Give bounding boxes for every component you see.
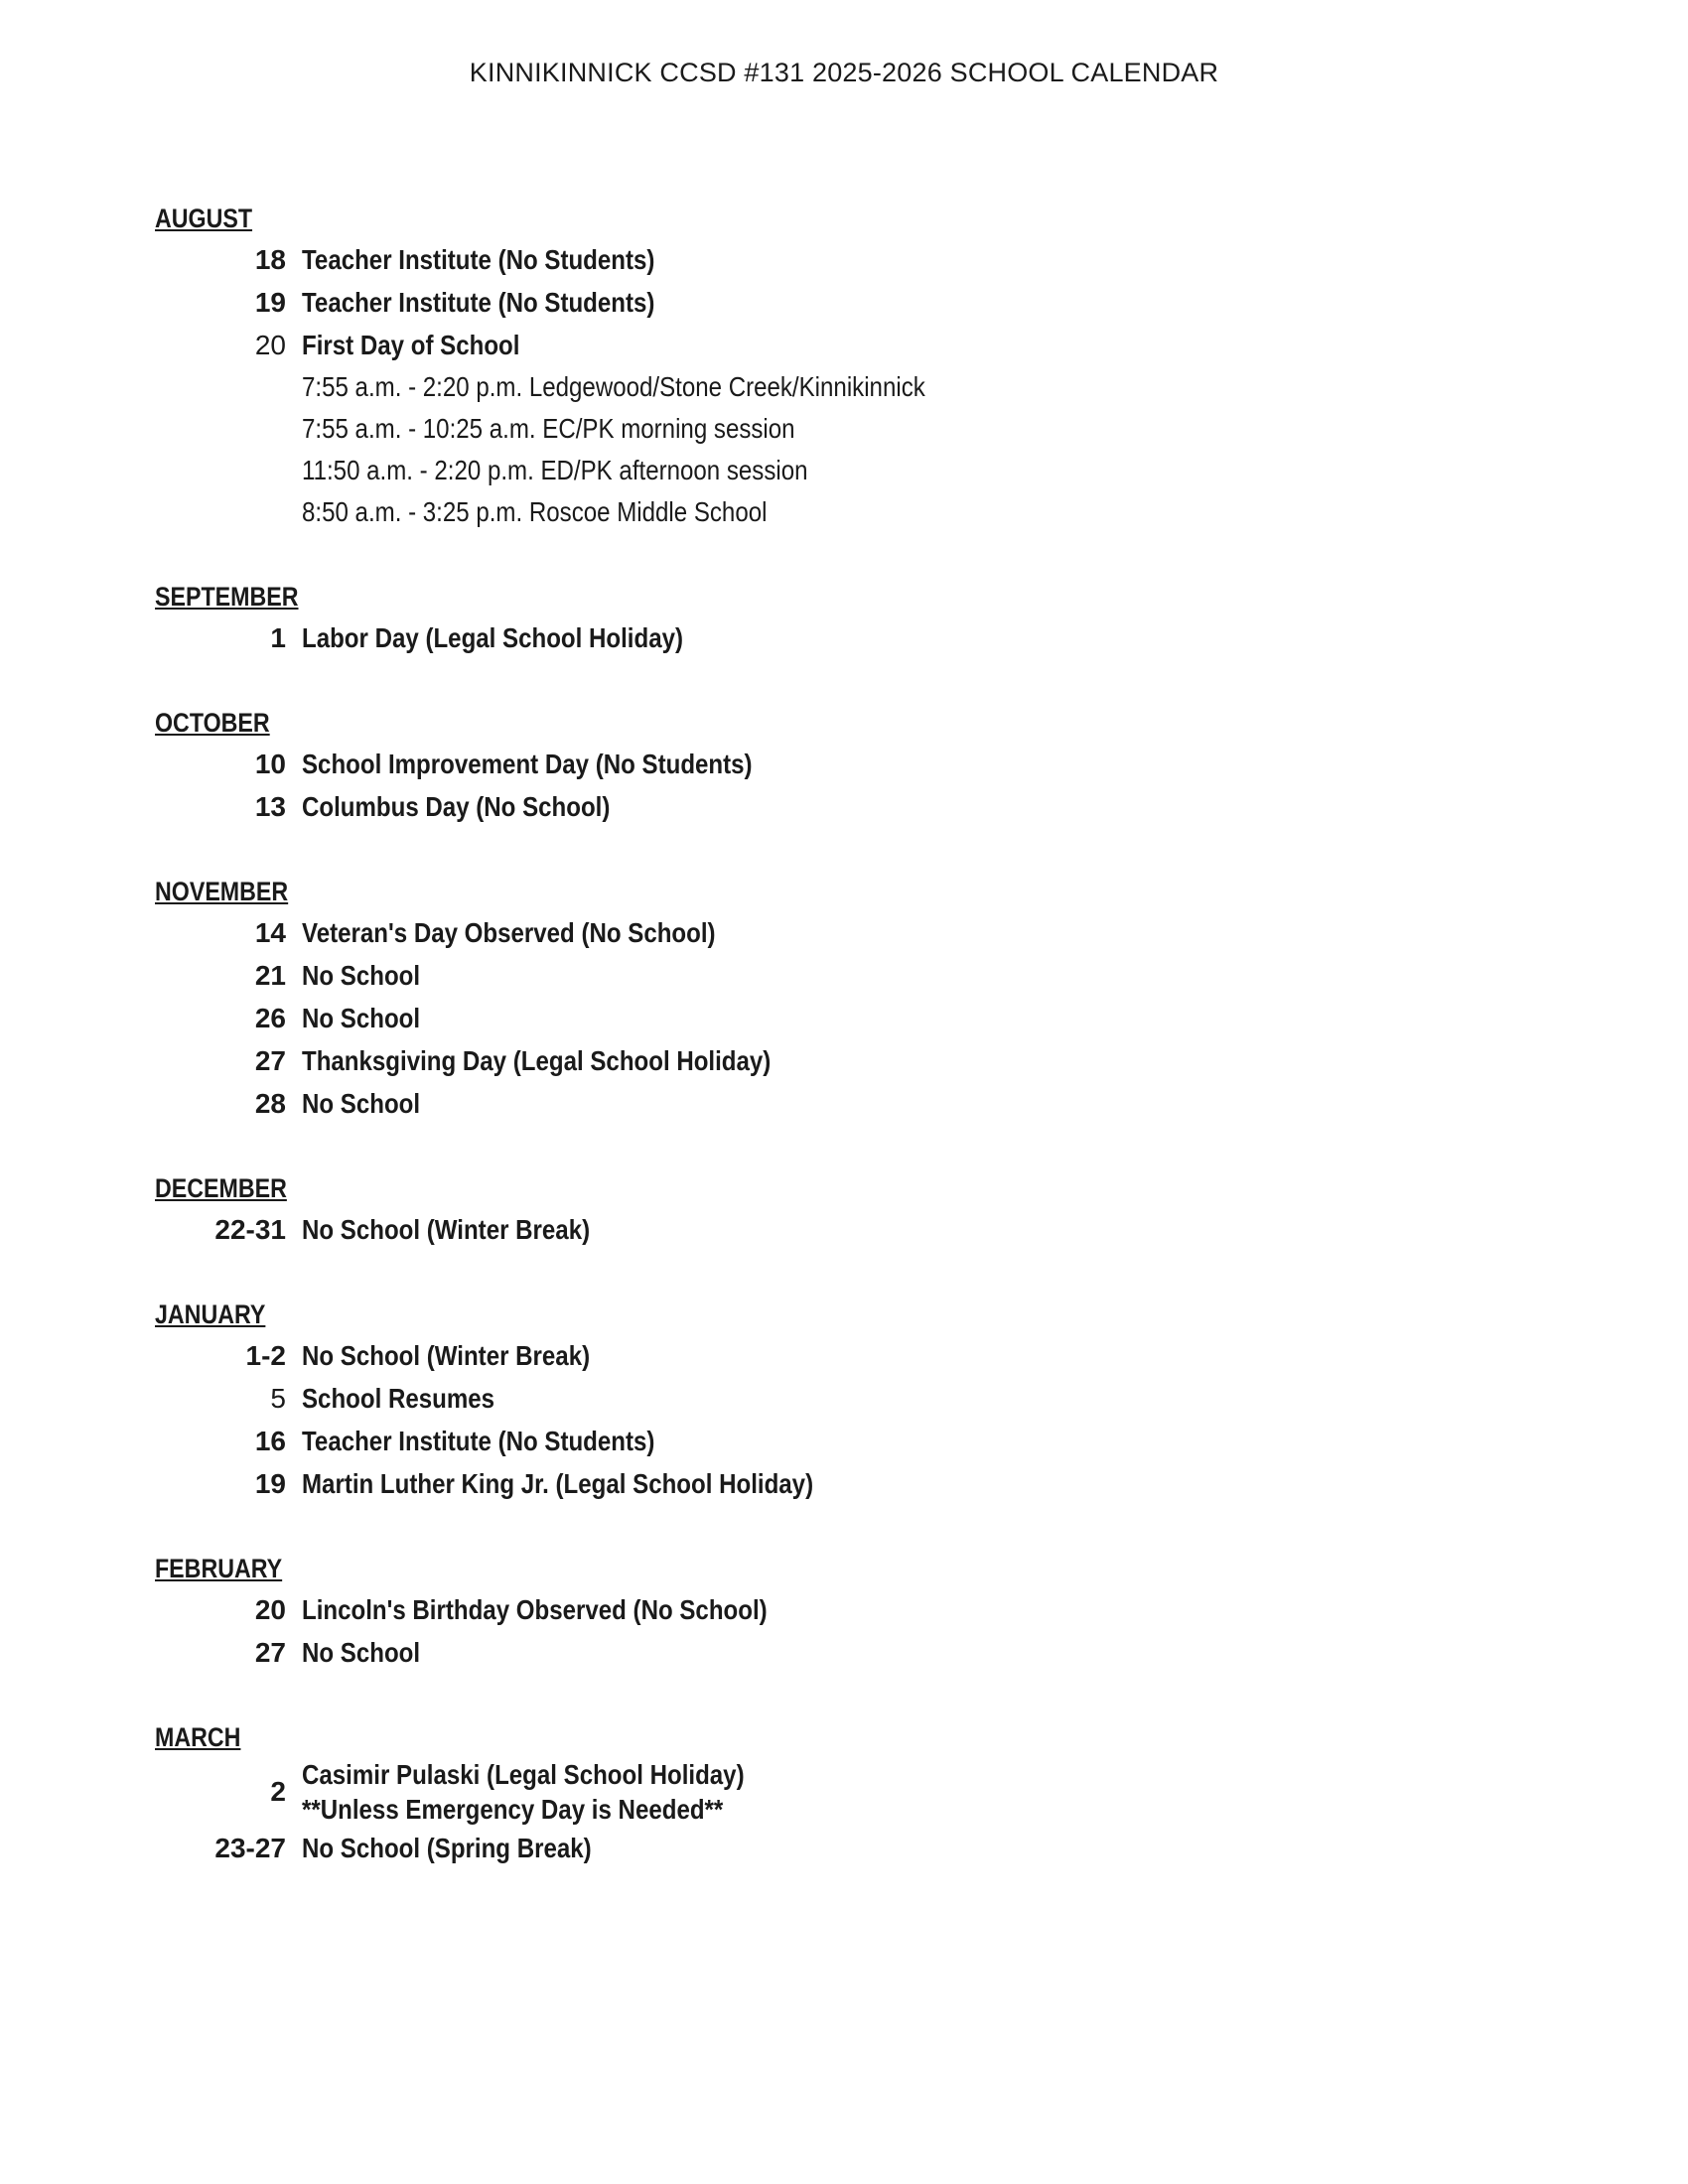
event-row [155, 281, 1545, 324]
event-description: School Improvement Day (No Students) [302, 748, 753, 779]
event-day: 18 [254, 243, 286, 275]
schedule-row [155, 491, 1545, 533]
event-description: No School [302, 959, 421, 991]
page-title: KINNIKINNICK CCSD #131 2025-2026 SCHOOL CALENDAR [469, 58, 1219, 87]
schedule-row [155, 366, 1545, 408]
schedule-row [155, 450, 1545, 491]
schedule-line: 11:50 a.m. - 2:20 p.m. ED/PK afternoon session [302, 455, 808, 485]
calendar-body [155, 199, 1545, 1913]
month-heading: NOVEMBER [155, 877, 289, 906]
event-day: 1 [270, 621, 286, 653]
event-row [155, 954, 1545, 997]
event-description [302, 1757, 745, 1827]
event-row [155, 238, 1545, 281]
event-row [155, 1588, 1545, 1631]
month-october [155, 703, 1545, 828]
month-january [155, 1295, 1545, 1505]
month-heading: DECEMBER [155, 1173, 287, 1203]
month-heading: MARCH [155, 1722, 241, 1752]
month-august [155, 199, 1545, 533]
event-day: 19 [254, 1467, 286, 1499]
event-row [155, 1420, 1545, 1462]
event-description: First Day of School [302, 329, 520, 360]
schedule-line: 7:55 a.m. - 2:20 p.m. Ledgewood/Stone Creek/Kinnikinnick [302, 371, 925, 402]
event-day: 2 [270, 1776, 286, 1807]
event-day: 27 [254, 1636, 286, 1668]
event-row [155, 743, 1545, 785]
month-heading: JANUARY [155, 1299, 266, 1329]
event-day: 13 [254, 790, 286, 822]
event-row [155, 324, 1545, 366]
event-day: 20 [254, 1593, 286, 1625]
event-day: 14 [254, 916, 286, 948]
event-day: 1-2 [245, 1339, 286, 1371]
month-december [155, 1168, 1545, 1251]
event-day: 23-27 [214, 1832, 286, 1863]
event-day: 21 [254, 959, 286, 991]
event-day: 28 [254, 1087, 286, 1119]
event-row [155, 1462, 1545, 1505]
event-row [155, 1208, 1545, 1251]
event-row [155, 785, 1545, 828]
event-row [155, 616, 1545, 659]
event-row [155, 1631, 1545, 1674]
event-day: 20 [254, 329, 286, 360]
event-row [155, 1377, 1545, 1420]
event-description: No School (Spring Break) [302, 1832, 592, 1863]
month-november [155, 872, 1545, 1125]
schedule-line: 8:50 a.m. - 3:25 p.m. Roscoe Middle School [302, 496, 768, 527]
event-day: 16 [254, 1425, 286, 1456]
event-description: Teacher Institute (No Students) [302, 1425, 655, 1456]
event-description: No School [302, 1087, 421, 1119]
event-note: **Unless Emergency Day is Needed** [302, 1794, 724, 1825]
event-day: 22-31 [214, 1213, 286, 1245]
event-description: No School (Winter Break) [302, 1213, 591, 1245]
event-description: No School [302, 1002, 421, 1033]
event-row [155, 1334, 1545, 1377]
month-heading: SEPTEMBER [155, 582, 299, 612]
month-heading: AUGUST [155, 204, 253, 233]
event-row [155, 997, 1545, 1039]
event-day: 19 [254, 286, 286, 318]
schedule-line: 7:55 a.m. - 10:25 a.m. EC/PK morning session [302, 413, 795, 444]
event-row [155, 911, 1545, 954]
event-description: Labor Day (Legal School Holiday) [302, 621, 684, 653]
event-row [155, 1757, 1545, 1827]
event-text: Casimir Pulaski (Legal School Holiday) [302, 1759, 745, 1790]
event-description: Teacher Institute (No Students) [302, 243, 655, 275]
event-day: 5 [270, 1382, 286, 1414]
month-heading: OCTOBER [155, 708, 270, 738]
event-description: No School (Winter Break) [302, 1339, 591, 1371]
month-february [155, 1549, 1545, 1674]
event-description: Martin Luther King Jr. (Legal School Holiday) [302, 1467, 814, 1499]
schedule-row [155, 408, 1545, 450]
event-description: Thanksgiving Day (Legal School Holiday) [302, 1044, 772, 1076]
month-march [155, 1717, 1545, 1869]
event-description: Columbus Day (No School) [302, 790, 611, 822]
month-heading: FEBRUARY [155, 1554, 283, 1583]
event-day: 26 [254, 1002, 286, 1033]
event-row [155, 1039, 1545, 1082]
event-description: Veteran's Day Observed (No School) [302, 916, 716, 948]
event-day: 10 [254, 748, 286, 779]
event-row [155, 1082, 1545, 1125]
event-description: No School [302, 1636, 421, 1668]
event-description: Teacher Institute (No Students) [302, 286, 655, 318]
event-description: Lincoln's Birthday Observed (No School) [302, 1593, 768, 1625]
event-description: School Resumes [302, 1382, 495, 1414]
month-september [155, 577, 1545, 659]
event-row [155, 1827, 1545, 1869]
event-day: 27 [254, 1044, 286, 1076]
